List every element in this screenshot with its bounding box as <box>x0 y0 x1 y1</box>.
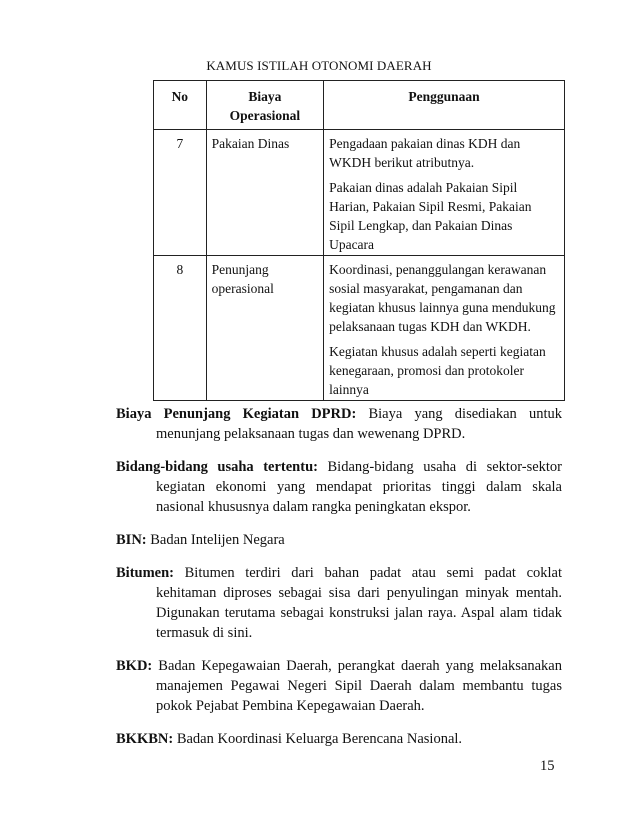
row-number: 8 <box>154 256 207 401</box>
entry-definition: Biaya yang disediakan untuk menunjang pelaksanaan tugas dan wewenang DPRD. <box>156 406 562 442</box>
glossary-entry <box>116 656 562 716</box>
entry-term: Bitumen: <box>116 565 174 581</box>
row-item: Penunjang operasional <box>206 256 323 401</box>
operational-cost-table <box>153 80 565 401</box>
column-header-usage: Penggunaan <box>324 81 565 130</box>
row-usage <box>324 256 565 401</box>
glossary-entry <box>116 457 562 517</box>
entry-term: Biaya Penunjang Kegiatan DPRD: <box>116 406 357 422</box>
row-number: 7 <box>154 130 207 256</box>
row-usage <box>324 130 565 256</box>
entry-term: BKD: <box>116 658 153 674</box>
usage-paragraph: Pakaian dinas adalah Pakaian Sipil Harian, Pakaian Sipil Resmi, Pakaian Sipil Lengkap, dan Pakaian Dinas Upacara <box>329 180 532 252</box>
glossary-entry <box>116 530 562 550</box>
column-header-no: No <box>154 81 207 130</box>
table-header-row <box>154 81 565 130</box>
entry-definition: Badan Kepegawaian Daerah, perangkat daerah yang melaksanakan manajemen Pegawai Negeri Sipil Daerah dalam membantu tugas pokok Pejabat Pembina Kepegawaian Daerah. <box>156 658 562 714</box>
page-number: 15 <box>540 758 555 774</box>
entry-definition: Bidang-bidang usaha di sektor-sektor kegiatan ekonomi yang mendapat prioritas tinggi dalam skala nasional khususnya dalam rangka peningkatan ekspor. <box>156 459 562 515</box>
glossary-entry <box>116 729 562 749</box>
usage-paragraph: Kegiatan khusus adalah seperti kegiatan kenegaraan, promosi dan protokoler lainnya <box>329 344 546 397</box>
row-item: Pakaian Dinas <box>206 130 323 256</box>
entry-term: BKKBN: <box>116 731 174 747</box>
entry-term: Bidang-bidang usaha tertentu: <box>116 459 318 475</box>
entry-definition: Badan Intelijen Negara <box>150 532 285 548</box>
table-row <box>154 130 565 256</box>
running-header: KAMUS ISTILAH OTONOMI DAERAH <box>206 58 432 73</box>
entry-definition: Badan Koordinasi Keluarga Berencana Nasional. <box>176 731 463 747</box>
glossary-entry <box>116 563 562 643</box>
usage-paragraph: Koordinasi, penanggulangan kerawanan sosial masyarakat, pengamanan dan kegiatan khusus lainnya guna mendukung pelaksanaan tugas KDH dan WKDH. <box>329 262 556 334</box>
entry-term: BIN: <box>116 532 147 548</box>
glossary-entries <box>116 404 562 762</box>
entry-definition: Bitumen terdiri dari bahan padat atau semi padat coklat kehitaman diproses sebagai sisa dari penyulingan minyak mentah. Digunakan terutama sebagai konstruksi jalan raya. Aspal alam tidak termasuk di sini. <box>156 565 562 641</box>
column-header-item: Biaya Operasional <box>206 81 323 130</box>
usage-paragraph: Pengadaan pakaian dinas KDH dan WKDH berikut atributnya. <box>329 136 521 170</box>
table-row <box>154 256 565 401</box>
glossary-entry <box>116 404 562 444</box>
